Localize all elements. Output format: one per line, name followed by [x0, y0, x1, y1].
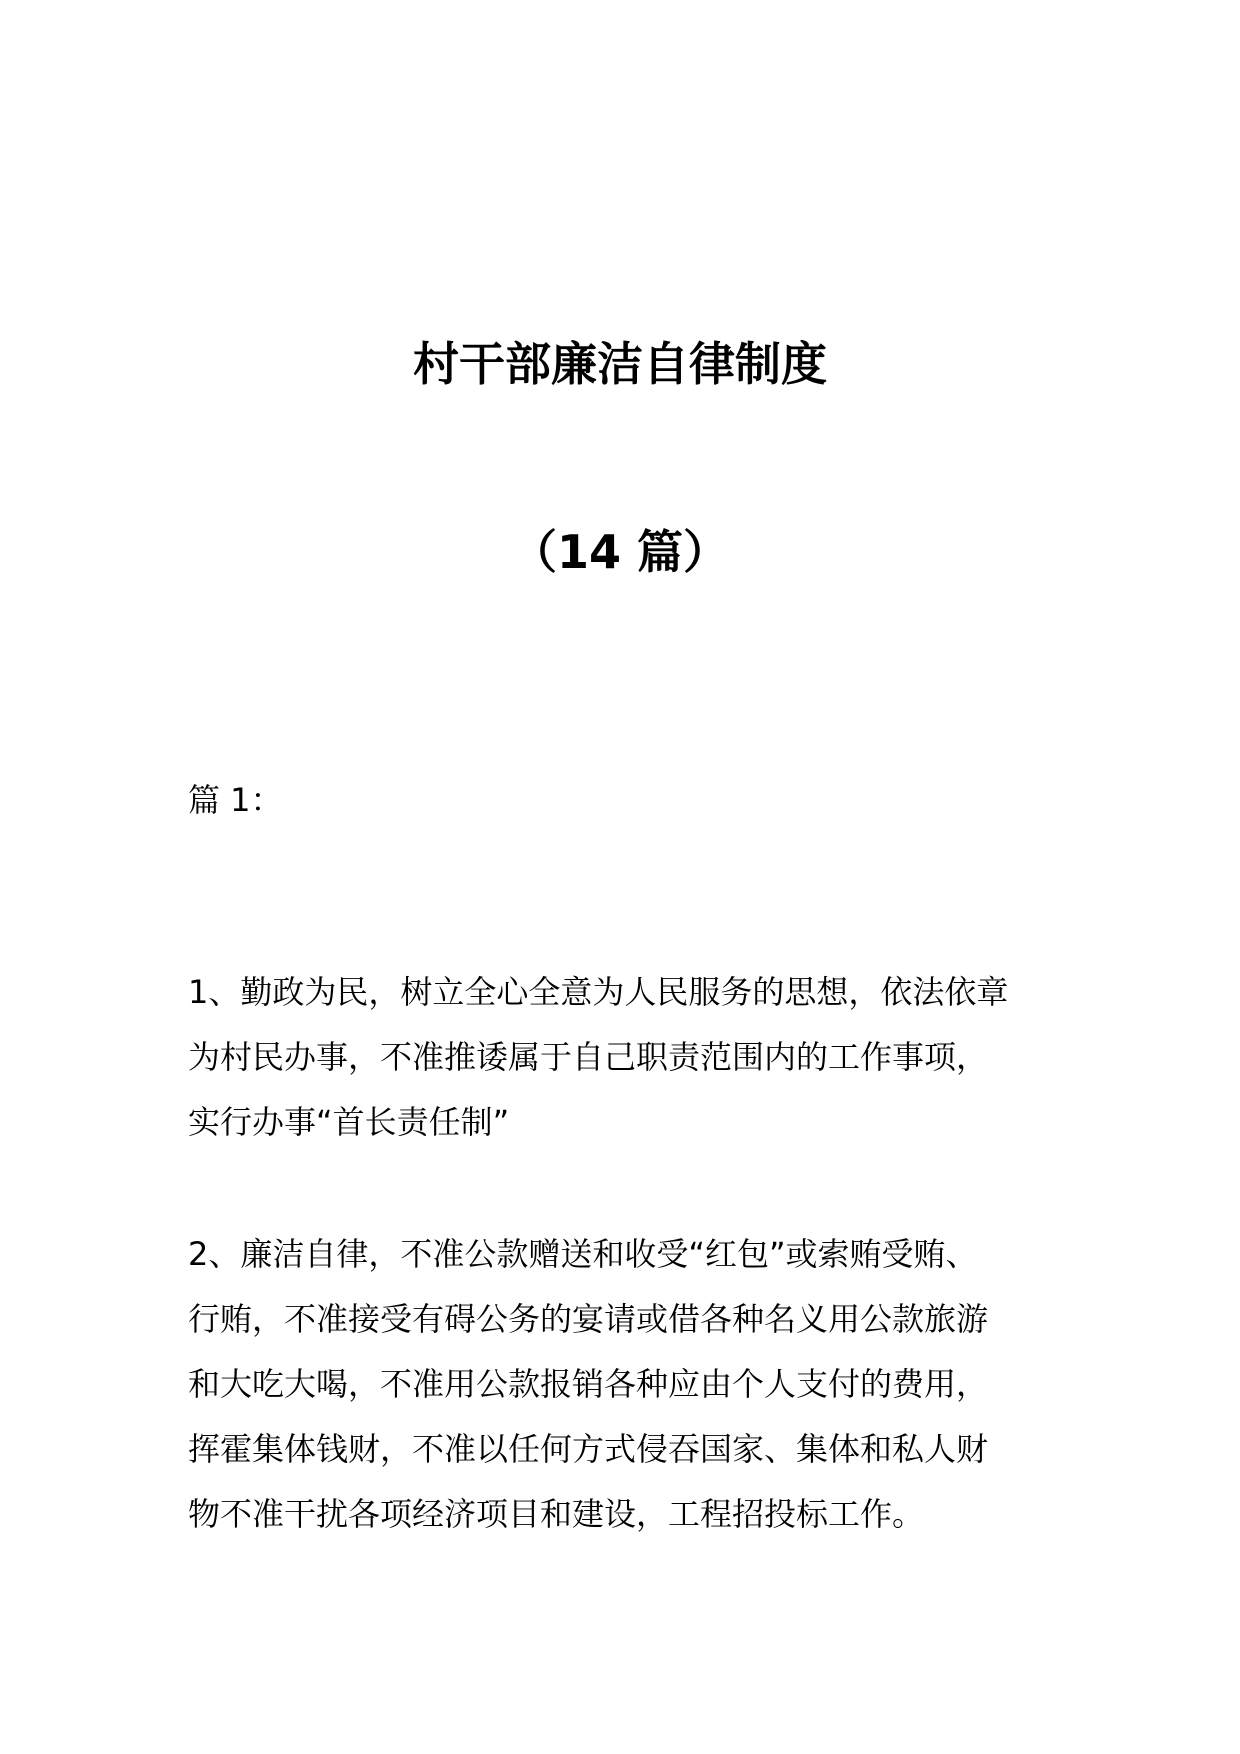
- paragraph-line: 实行办事“首长责任制”: [188, 1103, 510, 1141]
- paragraph-line: 2、廉洁自律，不准公款赠送和收受“红包”或索贿受贿、: [188, 1235, 978, 1273]
- paragraph-line: 1、勤政为民，树立全心全意为人民服务的思想，依法依章: [188, 973, 1009, 1011]
- paragraph-line: 挥霍集体钱财，不准以任何方式侵吞国家、集体和私人财: [188, 1430, 989, 1468]
- document-subtitle: （14 篇）: [510, 525, 730, 579]
- paragraph-line: 为村民办事，不准推诿属于自己职责范围内的工作事项，: [188, 1038, 989, 1076]
- paragraph-line: 行贿，不准接受有碍公务的宴请或借各种名义用公款旅游: [188, 1300, 989, 1338]
- paragraph-1: [188, 960, 1068, 1155]
- paragraph-line: 物不准干扰各项经济项目和建设，工程招投标工作。: [188, 1495, 925, 1533]
- paragraph-2: [188, 1222, 1068, 1547]
- document-title: 村干部廉洁自律制度: [413, 337, 827, 391]
- section-label: 篇 1：: [188, 781, 283, 819]
- paragraph-line: 和大吃大喝，不准用公款报销各种应由个人支付的费用，: [188, 1365, 989, 1403]
